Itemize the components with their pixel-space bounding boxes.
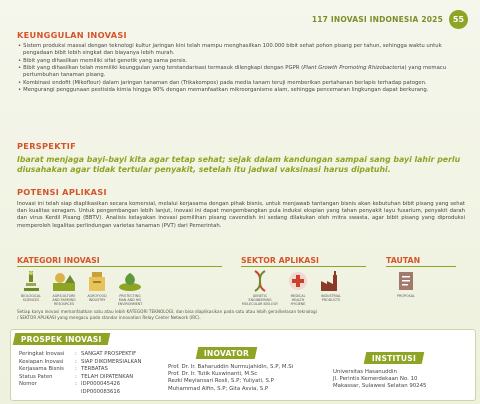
pgpr-tail: ) yang memacu pertumbuhan tanaman pisang. bbox=[23, 64, 447, 79]
page-number: 55 bbox=[449, 10, 468, 29]
perspektif-heading: PERSPEKTIF bbox=[17, 141, 76, 151]
perspektif-quote: Ibarat menjaga bayi-bayi kita agar tetap sehat; sejak dalam kandungan sampai sang bayi lahir perlu diusahakan agar tidak tertular penyakit, setelah itu jadwal vaksinasi harus dipatuhi. bbox=[17, 155, 461, 174]
farm-icon bbox=[51, 269, 77, 293]
sektor-heading: SEKTOR APLIKASI bbox=[241, 256, 319, 265]
institusi-line: Makassar, Sulawesi Selatan 90245 bbox=[333, 383, 427, 390]
potensi-paragraph: Inovasi ini telah siap diaplikasikan secara komersial, melalui kerjasama dengan pihak bisnis, untuk menjawab tantangan bisnis akan kebutuhan bibit pisang yang sehat dan kualitas seragam. Untuk pengembangan lebih lanjut, inovasi ini dapat mengembangkan pula induksi ekspian yang tahan penyakit layu fusarium, penyakit darah dan virus Kerdil Pisang (BBTV). Analisis kelayakan inovasi pemilihan pisang cavendish ini sedang dilakukan oleh mitra swasta, agar bibit pisang yang diproduksi memperoleh legalitas perlindungan varietas tanaman (PVT) dari Pemerintah. bbox=[17, 201, 465, 229]
table-row: Peringkat Inovasi : SANGAT PROSPEKTIF bbox=[19, 351, 137, 357]
prospek-table bbox=[19, 351, 143, 397]
tautan-heading: TAUTAN bbox=[386, 256, 421, 265]
list-item: • Bibit yang dihasilkan memiliki sifat genetik yang sama persis. bbox=[17, 58, 459, 65]
kategori-item: PROTECTING MAN AND HIS ENVIRONMENT bbox=[116, 269, 144, 306]
note-text: Setiap karya inovasi memanfaatkan satu atau lebih KATEGORI TEKNOLOGI, dan bisa diaplikasikan pada satu atau lebih gerai/kelasan teknologi / SEKTOR APLIKASI yang mengacu pada standar innovation Relay Center Network (IRC). bbox=[17, 309, 317, 320]
header-title: 117 INOVASI INDONESIA 2025 bbox=[311, 15, 443, 24]
institusi-tag: INSTITUSI bbox=[364, 352, 425, 364]
list-item bbox=[17, 65, 459, 79]
institusi-line: Jl. Perintis Kemerdekaan No. 10 bbox=[333, 376, 418, 383]
table-row: IDP000083616 bbox=[81, 388, 121, 395]
table-row: Kerjasama Bisnis : TERBATAS bbox=[19, 366, 108, 373]
kategori-icons bbox=[17, 269, 144, 306]
prospek-tag: PROSPEK INOVASI bbox=[13, 333, 110, 345]
inovator-list bbox=[168, 364, 293, 393]
table-row: Status Paten : TELAH DIPATENKAN bbox=[19, 373, 134, 380]
keunggulan-list bbox=[17, 43, 459, 94]
list-item: • Kombinasi endofit (Mikoflour) dalam jaringan tanaman dan (Trikakompos) pada media tanam teruji memberikan pertahanan berlapis terhadap patogen. bbox=[17, 80, 459, 87]
sektor-item: GENETIC ENGINEERING MOLECULAR BIOLOGY bbox=[241, 269, 279, 306]
inovator-name: Rezki Meylansari Rosli, S.P; Yuliyati, S.P bbox=[168, 378, 274, 385]
inovator-name: Prof. Dr. Ir. Tutik Kuswinanti, M.Sc bbox=[168, 371, 258, 378]
page-header bbox=[312, 10, 468, 29]
list-item: • Sistem produksi massal dengan teknologi kultur jaringan kini telah mampu menghasilkan 100.000 bibit sehat pohon pisang per tahun, sehingga waktu untuk pengadaan bibit lebih singkat dan biayanya lebih murah. bbox=[17, 43, 459, 57]
tautan-icons bbox=[392, 269, 420, 298]
inovator-name: Prof. Dr. Ir. Baharuddin Nurmujahidin, S.P, M.Si bbox=[168, 364, 294, 370]
environment-icon bbox=[117, 269, 143, 293]
industry-icon bbox=[318, 269, 344, 293]
kategori-divider bbox=[17, 266, 222, 267]
sektor-item: MEDICAL HEALTH HYGIENE bbox=[284, 269, 312, 306]
dna-icon bbox=[247, 269, 273, 293]
keunggulan-heading: KEUNGGULAN INOVASI bbox=[17, 30, 127, 40]
potensi-heading: POTENSI APLIKASI bbox=[17, 187, 107, 197]
institusi-address bbox=[333, 369, 426, 391]
tautan-divider bbox=[386, 266, 456, 267]
medical-icon bbox=[285, 269, 311, 293]
document-icon bbox=[393, 269, 419, 293]
agrofood-icon bbox=[84, 269, 110, 293]
sektor-item: INDUSTRIAL PRODUCTS bbox=[317, 269, 345, 306]
tautan-item[interactable]: PROPOSAL bbox=[392, 269, 420, 298]
sektor-divider bbox=[241, 266, 366, 267]
table-row: Nomor : IDP000045426 bbox=[19, 381, 121, 388]
inovator-name: Muhammad Alfin, S.P; Gita Asvia, S.P bbox=[168, 385, 269, 392]
kategori-item: AGROFOOD INDUSTRY bbox=[83, 269, 111, 306]
pgpr-term: Plant Growth Promoting Rhizobacteria bbox=[303, 64, 405, 71]
institusi-line: Universitas Hasanuddin bbox=[333, 369, 397, 375]
pgpr-text: Bibit yang dihasilkan telah memiliki keunggulan yang terstandarisasi termasuk dilengkapi dengan PGPR ( bbox=[23, 64, 304, 71]
kategori-item: AGRICULTURE AND FARMING RESOURCES bbox=[50, 269, 78, 306]
kategori-heading: KATEGORI INOVASI bbox=[17, 256, 100, 265]
table-row: Kesiapan Inovasi : SIAP DIKOMERSIALKAN bbox=[19, 358, 142, 365]
inovator-tag: INOVATOR bbox=[196, 347, 258, 359]
kategori-item: BIOLOGICAL SCIENCES bbox=[17, 269, 45, 306]
sektor-icons bbox=[241, 269, 345, 306]
microscope-icon bbox=[18, 269, 44, 293]
list-item: • Mengurangi penggunaan pestisida kimia hingga 90% dengan memanfaatkan mikroorganisme alam, sehingga pencemaran lingkungan dapat berkurang. bbox=[17, 87, 459, 94]
